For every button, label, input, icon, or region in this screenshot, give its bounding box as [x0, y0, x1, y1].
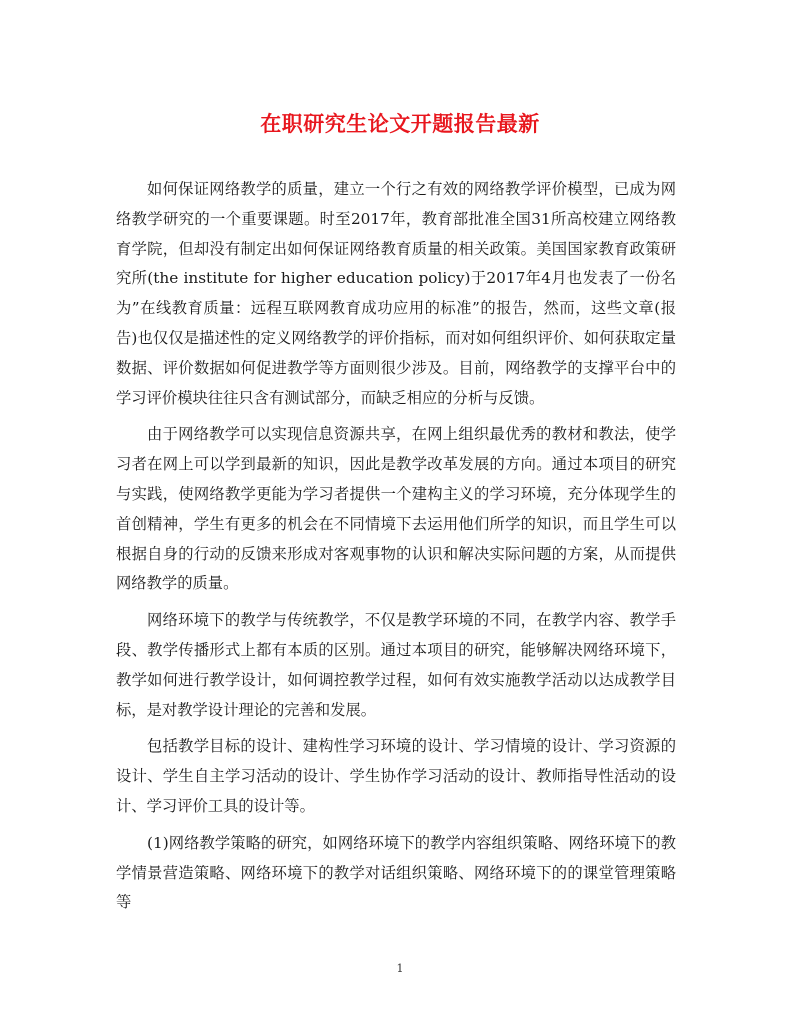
paragraph-2: 由于网络教学可以实现信息资源共享，在网上组织最优秀的教材和教法，使学习者在网上可以学到最新的知识，因此是教学改革发展的方向。通过本项目的研究与实践，使网络教学更能为学习者提供一个建构主义的学习环境，充分体现学生的首创精神，学生有更多的机会在不同情境下去运用他们所学的知识，而且学生可以根据自身的行动的反馈来形成对客观事物的认识和解决实际问题的方案，从而提供网络教学的质量。 [116, 425, 676, 593]
document-body [116, 175, 676, 925]
paragraph-5: (1)网络教学策略的研究，如网络环境下的教学内容组织策略、网络环境下的教学情景营造策略、网络环境下的教学对话组织策略、网络环境下的的课堂管理策略等 [116, 833, 676, 912]
paragraph-4: 包括教学目标的设计、建构性学习环境的设计、学习情境的设计、学习资源的设计、学生自主学习活动的设计、学生协作学习活动的设计、教师指导性活动的设计、学习评价工具的设计等。 [116, 737, 676, 815]
paragraph-1: 如何保证网络教学的质量，建立一个行之有效的网络教学评价模型，已成为网络教学研究的一个重要课题。时至2017年，教育部批准全国31所高校建立网络教育学院，但却没有制定出如何保证网络教育质量的相关政策。美国国家教育政策研究所(the institute for higher education policy)于2017年4月也发表了一份名为”在线教育质量：远程互联网教育成功应用的标准”的报告，然而，这些文章(报告)也仅仅是描述性的定义网络教学的评价指标，而对如何组织评价、如何获取定量数据、评价数据如何促进教学等方面则很少涉及。目前，网络教学的支撑平台中的学习评价模块往往只含有测试部分，而缺乏相应的分析与反馈。 [116, 180, 676, 407]
page-number: 1 [396, 962, 404, 975]
paragraph-3: 网络环境下的教学与传统教学，不仅是教学环境的不同，在教学内容、教学手段、教学传播形式上都有本质的区别。通过本项目的研究，能够解决网络环境下，教学如何进行教学设计，如何调控教学过程，如何有效实施教学活动以达成教学目标，是对教学设计理论的完善和发展。 [116, 611, 676, 719]
document-title: 在职研究生论文开题报告最新 [260, 111, 540, 136]
